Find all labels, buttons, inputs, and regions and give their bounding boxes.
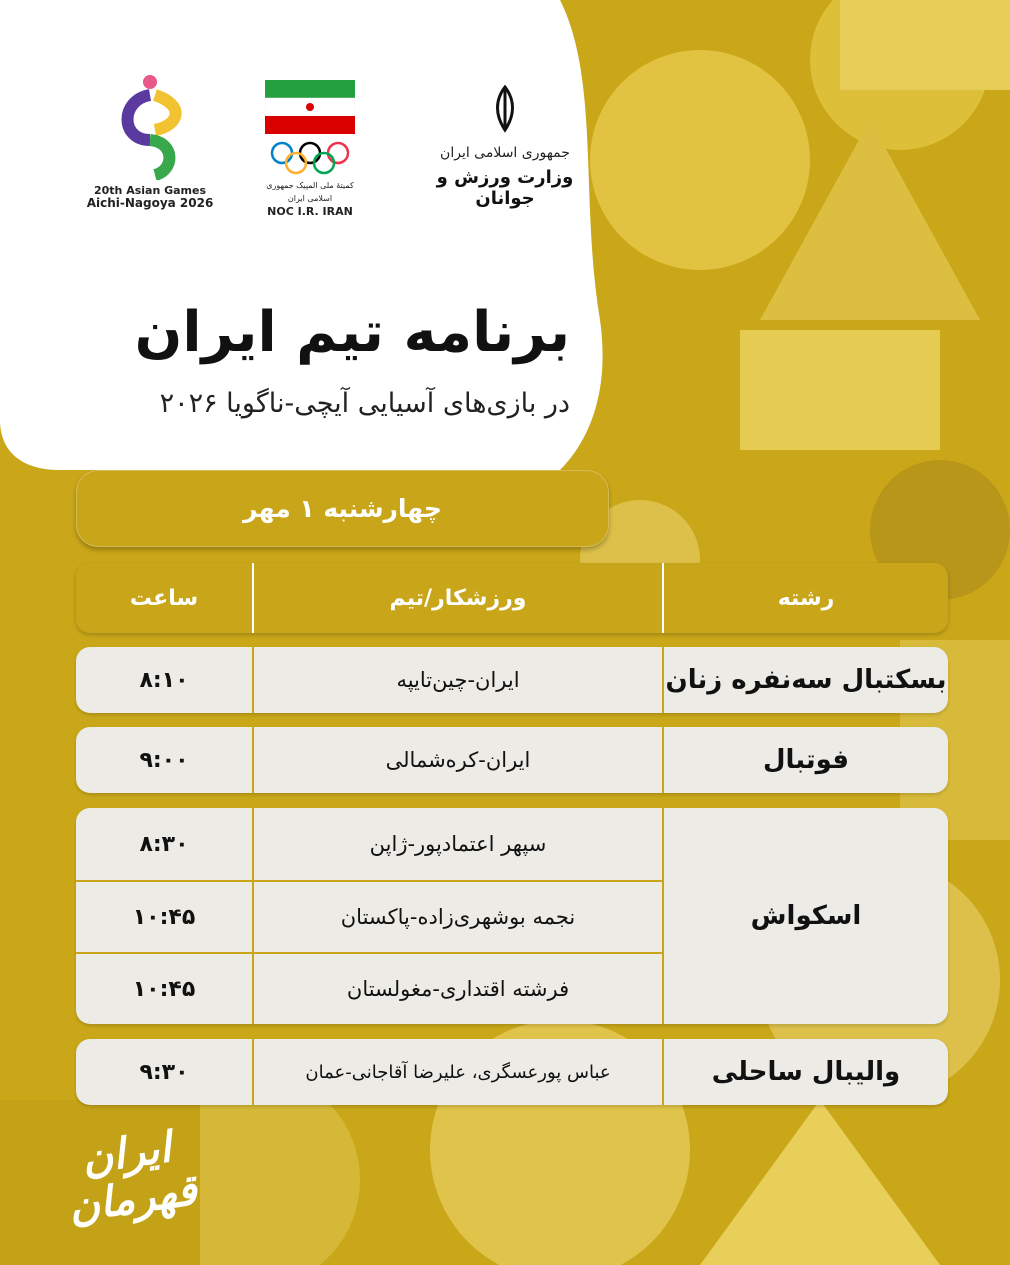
time-cell: ۹:۰۰ xyxy=(139,747,189,773)
athlete-cell: ایران-کره‌شمالی xyxy=(385,748,531,772)
ministry-caption-2: وزارت ورزش و جوانان xyxy=(436,167,574,209)
noc-caption: NOC I.R. IRAN xyxy=(267,205,353,218)
row-divider xyxy=(252,808,254,1024)
iran-ghahreman-signature: ایران قهرمان xyxy=(65,1122,200,1232)
page-title: برنامه تیم ایران xyxy=(134,300,570,365)
time-cell: ۸:۱۰ xyxy=(139,667,189,693)
page-subtitle: در بازی‌های آسیایی آیچی-ناگویا ۲۰۲۶ xyxy=(159,388,570,419)
discipline-cell: والیبال ساحلی xyxy=(711,1057,901,1087)
athlete-cell: ایران-چین‌تایپه xyxy=(396,668,520,692)
athlete-cell: سپهر اعتمادپور-ژاپن xyxy=(369,832,547,856)
athlete-cell: فرشته اقتداری-مغولستان xyxy=(346,977,570,1001)
table-row xyxy=(76,1039,948,1105)
header-athlete: ورزشکار/تیم xyxy=(389,585,527,611)
athlete-cell: نجمه بوشهری‌زاده-پاکستان xyxy=(340,905,576,929)
discipline-cell: فوتبال xyxy=(762,745,850,775)
table-row xyxy=(76,808,948,1024)
table-header xyxy=(76,563,948,633)
noc-persian-caption: کمیتهٔ ملی المپیک جمهوری اسلامی ایران xyxy=(266,181,354,203)
asian-games-caption-2: Aichi-Nagoya 2026 xyxy=(86,196,214,210)
ministry-caption-1: جمهوری اسلامی ایران xyxy=(440,145,570,161)
date-banner xyxy=(76,470,609,547)
table-row xyxy=(76,727,948,793)
asian-games-emblem-icon xyxy=(100,70,200,180)
time-cell: ۹:۳۰ xyxy=(139,1059,189,1085)
iran-emblem-icon xyxy=(485,85,525,135)
discipline-cell: اسکواش xyxy=(750,901,862,931)
athlete-cell: عباس پورعسگری، علیرضا آقاجانی-عمان xyxy=(305,1061,611,1083)
ministry-logo xyxy=(430,85,580,225)
header-discipline: رشته xyxy=(777,585,835,611)
time-cell: ۸:۳۰ xyxy=(139,831,189,857)
header-time: ساعت xyxy=(129,585,199,611)
time-cell: ۱۰:۴۵ xyxy=(132,976,196,1002)
asian-games-caption-1: 20th Asian Games xyxy=(93,184,207,197)
iran-flag-olympic-rings-icon xyxy=(265,75,355,175)
noc-iran-logo xyxy=(255,75,365,225)
discipline-cell: بسکتبال سه‌نفره زنان xyxy=(665,665,947,695)
time-cell: ۱۰:۴۵ xyxy=(132,904,196,930)
table-row xyxy=(76,647,948,713)
asian-games-logo xyxy=(80,70,220,230)
date-label: چهارشنبه ۱ مهر xyxy=(243,494,442,523)
logo-bar xyxy=(80,60,580,230)
